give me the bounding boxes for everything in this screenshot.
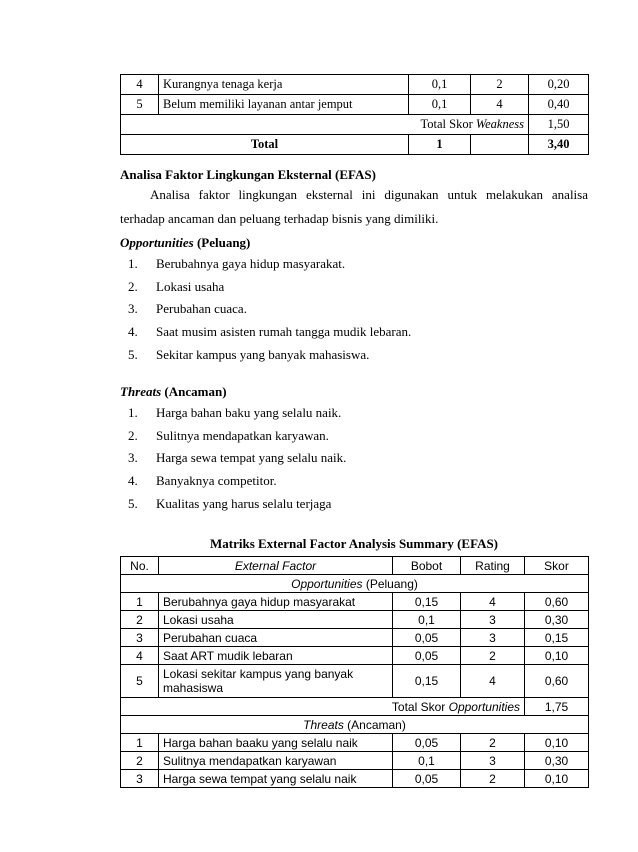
list-item: 4. Saat musim asisten rumah tangga mudik lebaran. xyxy=(128,324,412,340)
row-skor: 0,10 xyxy=(525,770,589,788)
paragraph-line: terhadap ancaman dan peluang terhadap bisnis yang dimiliki. xyxy=(120,211,439,226)
paragraph-line: Analisa faktor lingkungan eksternal ini digunakan untuk melakukan analisa xyxy=(150,187,588,202)
row-rating: 3 xyxy=(461,752,525,770)
efas-heading: Analisa Faktor Lingkungan Eksternal (EFAS) xyxy=(120,167,376,182)
weakness-total-skor: 1,50 xyxy=(529,115,589,135)
row-skor: 0,60 xyxy=(525,665,589,698)
row-bobot: 0,1 xyxy=(393,752,461,770)
list-item: 5. Sekitar kampus yang banyak mahasiswa. xyxy=(128,346,370,362)
row-bobot: 0,15 xyxy=(393,665,461,698)
row-no: 5 xyxy=(121,665,159,698)
row-factor: Perubahan cuaca xyxy=(159,629,393,647)
list-item: 5. Kualitas yang harus selalu terjaga xyxy=(128,495,332,511)
grand-total-skor: 3,40 xyxy=(529,135,589,155)
row-bobot: 0,05 xyxy=(393,629,461,647)
row-skor: 0,10 xyxy=(525,734,589,752)
row-rating: 4 xyxy=(461,665,525,698)
grand-total-bobot: 1 xyxy=(409,135,471,155)
efas-paragraph xyxy=(120,183,588,231)
table-row xyxy=(121,75,589,95)
table-row xyxy=(121,734,589,752)
row-rating: 4 xyxy=(471,95,529,115)
row-factor: Belum memiliki layanan antar jemput xyxy=(159,95,409,115)
list-item: 4. Banyaknya competitor. xyxy=(128,473,277,489)
table-header-row xyxy=(121,557,589,575)
efas-matrix-title: Matriks External Factor Analysis Summary (EFAS) xyxy=(209,536,499,551)
row-bobot: 0,1 xyxy=(409,75,471,95)
header-no: No. xyxy=(121,557,159,575)
row-skor: 0,60 xyxy=(525,593,589,611)
row-rating: 2 xyxy=(461,647,525,665)
list-item: 1. Berubahnya gaya hidup masyarakat. xyxy=(128,256,346,271)
table-row xyxy=(121,629,589,647)
list-item: 2. Lokasi usaha xyxy=(128,278,225,294)
opportunities-heading: Opportunities (Peluang) xyxy=(120,235,251,250)
threats-section-label: Threats (Ancaman) xyxy=(121,716,589,734)
table-row xyxy=(121,593,589,611)
weakness-total-row xyxy=(121,115,589,135)
row-factor: Sulitnya mendapatkan karyawan xyxy=(159,752,393,770)
header-rating: Rating xyxy=(461,557,525,575)
row-bobot: 0,05 xyxy=(393,770,461,788)
row-no: 1 xyxy=(121,734,159,752)
row-rating: 2 xyxy=(461,770,525,788)
row-no: 3 xyxy=(121,629,159,647)
row-bobot: 0,05 xyxy=(393,647,461,665)
ifas-table-continuation xyxy=(120,74,589,155)
row-rating: 2 xyxy=(471,75,529,95)
threats-heading: Threats (Ancaman) xyxy=(120,384,227,399)
header-skor: Skor xyxy=(525,557,589,575)
table-row xyxy=(121,95,589,115)
list-item: 1. Harga bahan baku yang selalu naik. xyxy=(128,405,342,420)
grand-total-rating-empty xyxy=(471,135,529,155)
table-row xyxy=(121,611,589,629)
threats-list xyxy=(128,402,346,515)
row-skor: 0,40 xyxy=(529,95,589,115)
row-no: 1 xyxy=(121,593,159,611)
row-no: 2 xyxy=(121,611,159,629)
opportunities-list xyxy=(128,253,411,366)
table-row xyxy=(121,665,589,698)
row-bobot: 0,1 xyxy=(393,611,461,629)
row-no: 4 xyxy=(121,647,159,665)
header-bobot: Bobot xyxy=(393,557,461,575)
grand-total-row xyxy=(121,135,589,155)
row-no: 2 xyxy=(121,752,159,770)
efas-matrix-table xyxy=(120,556,589,788)
opportunities-total-label: Total Skor Opportunities xyxy=(121,698,525,716)
table-row xyxy=(121,770,589,788)
row-skor: 0,15 xyxy=(525,629,589,647)
weakness-total-label: Total Skor Weakness xyxy=(121,115,529,135)
list-item: 3. Harga sewa tempat yang selalu naik. xyxy=(128,450,347,466)
opportunities-total-row xyxy=(121,698,589,716)
list-item: 2. Sulitnya mendapatkan karyawan. xyxy=(128,427,329,443)
row-rating: 2 xyxy=(461,734,525,752)
row-skor: 0,30 xyxy=(525,752,589,770)
row-factor: Harga bahan baaku yang selalu naik xyxy=(159,734,393,752)
row-bobot: 0,05 xyxy=(393,734,461,752)
table-row xyxy=(121,752,589,770)
row-bobot: 0,1 xyxy=(409,95,471,115)
threats-section-row xyxy=(121,716,589,734)
row-factor: Lokasi sekitar kampus yang banyak mahasiswa xyxy=(159,665,393,698)
opportunities-section-row xyxy=(121,575,589,593)
grand-total-label: Total xyxy=(121,135,409,155)
row-bobot: 0,15 xyxy=(393,593,461,611)
row-factor: Saat ART mudik lebaran xyxy=(159,647,393,665)
row-no: 5 xyxy=(121,95,159,115)
row-skor: 0,10 xyxy=(525,647,589,665)
list-item: 3. Perubahan cuaca. xyxy=(128,301,247,317)
table-row xyxy=(121,647,589,665)
header-factor: External Factor xyxy=(159,557,393,575)
row-skor: 0,30 xyxy=(525,611,589,629)
row-rating: 3 xyxy=(461,629,525,647)
row-rating: 4 xyxy=(461,593,525,611)
row-no: 4 xyxy=(121,75,159,95)
row-skor: 0,20 xyxy=(529,75,589,95)
row-factor: Berubahnya gaya hidup masyarakat xyxy=(159,593,393,611)
row-factor: Kurangnya tenaga kerja xyxy=(159,75,409,95)
row-rating: 3 xyxy=(461,611,525,629)
row-no: 3 xyxy=(121,770,159,788)
opportunities-section-label: Opportunities (Peluang) xyxy=(121,575,589,593)
row-factor: Harga sewa tempat yang selalu naik xyxy=(159,770,393,788)
row-factor: Lokasi usaha xyxy=(159,611,393,629)
opportunities-total-skor: 1,75 xyxy=(525,698,589,716)
